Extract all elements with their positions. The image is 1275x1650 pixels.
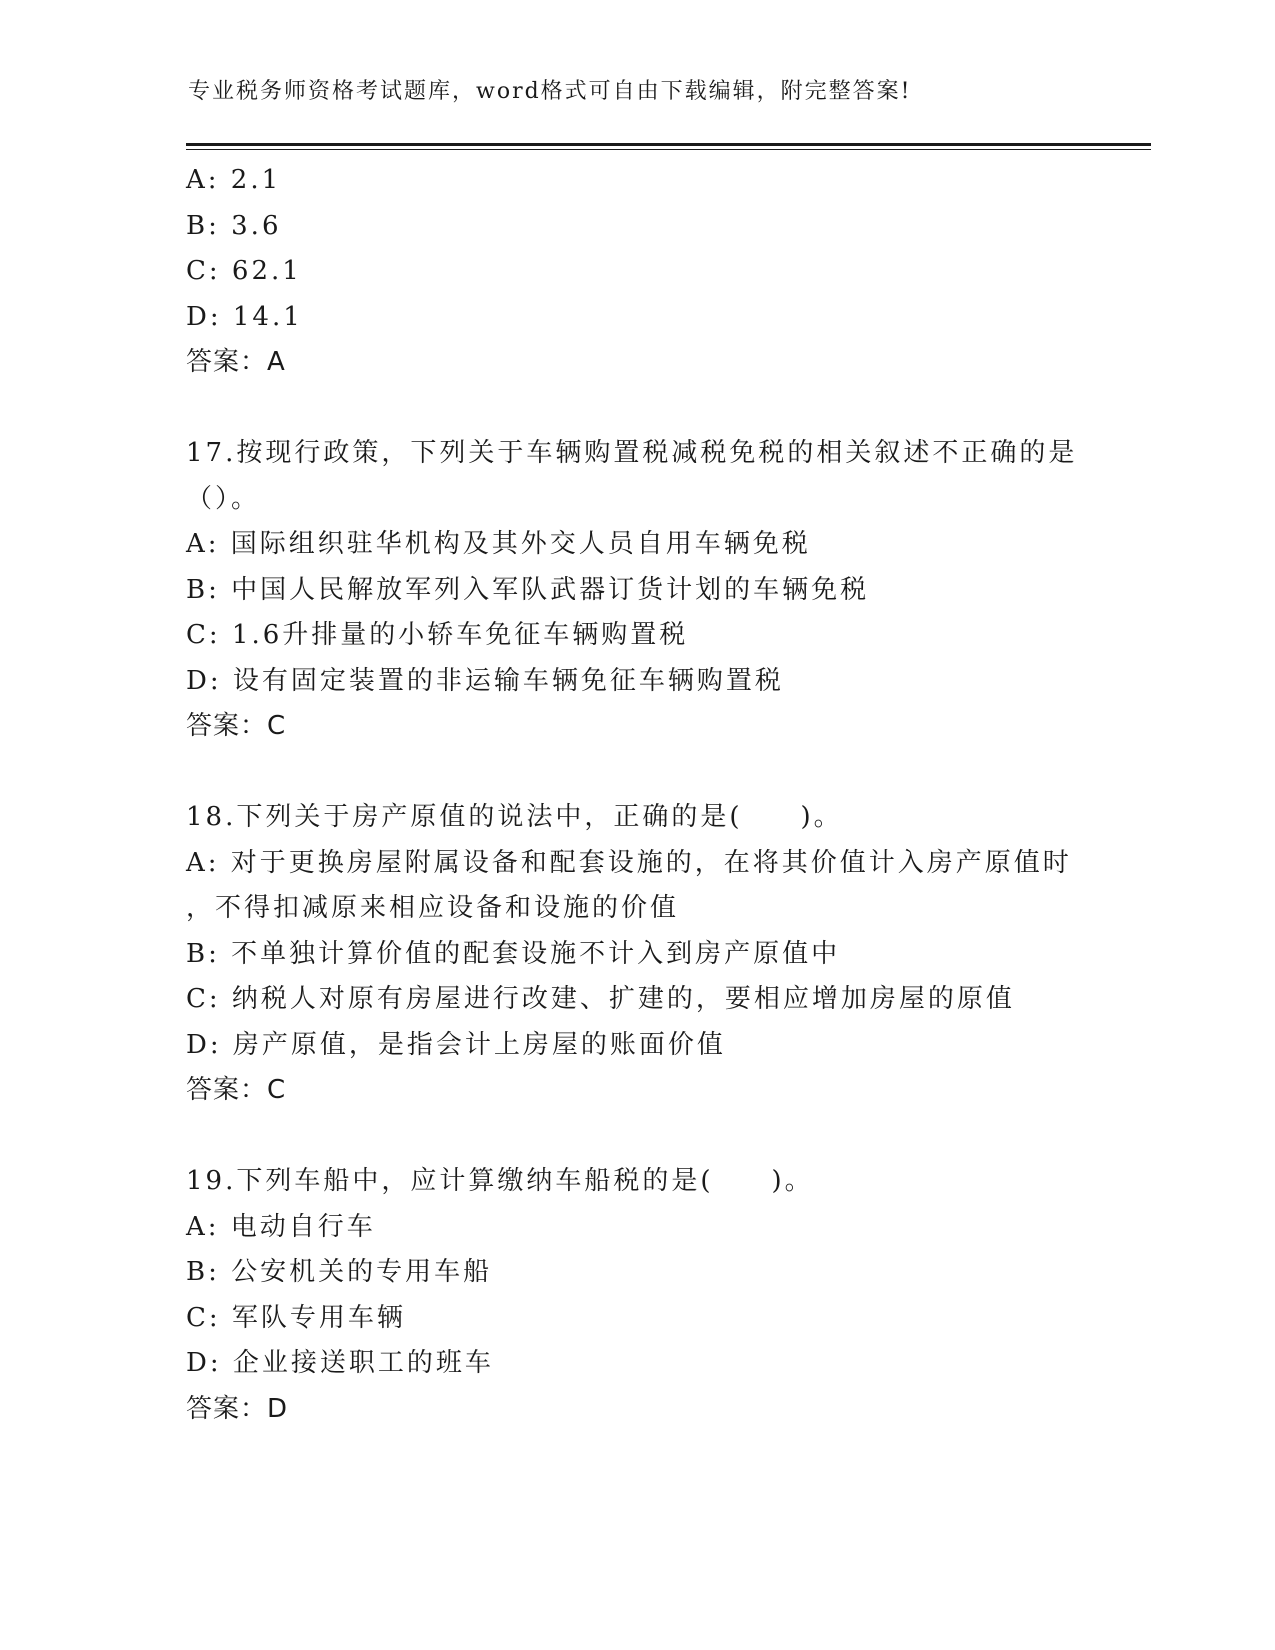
option-c: C: 62.1 xyxy=(186,256,302,286)
header-rule-thick xyxy=(186,143,1151,146)
question-stem-continued: （）。 xyxy=(186,483,261,514)
spacer xyxy=(186,750,1086,796)
answer-line: 答案：C xyxy=(186,711,287,741)
option-c: C: 军队专用车辆 xyxy=(186,1302,406,1333)
question-19 xyxy=(186,1159,1086,1432)
spacer xyxy=(186,386,1086,432)
spacer xyxy=(186,1114,1086,1160)
option-d: D: 企业接送职工的班车 xyxy=(186,1348,494,1378)
option-a: A: 国际组织驻华机构及其外交人员自用车辆免税 xyxy=(186,529,811,559)
header-rule-thin xyxy=(186,149,1151,150)
answer-line: 答案：C xyxy=(186,1075,287,1105)
option-b: B: 3.6 xyxy=(186,210,282,241)
question-18 xyxy=(186,795,1086,1114)
option-b: B: 公安机关的专用车船 xyxy=(186,1257,493,1287)
question-stem: 18.下列关于房产原值的说法中，正确的是( )。 xyxy=(186,802,843,832)
question-17 xyxy=(186,431,1086,750)
answer-line: 答案：D xyxy=(186,1393,289,1424)
option-c: C: 1.6升排量的小轿车免征车辆购置税 xyxy=(186,620,689,650)
option-b: B: 中国人民解放军列入军队武器订货计划的车辆免税 xyxy=(186,574,870,605)
page-header: 专业税务师资格考试题库，word格式可自由下载编辑，附完整答案! xyxy=(188,79,912,104)
option-c: C: 纳税人对原有房屋进行改建、扩建的，要相应增加房屋的原值 xyxy=(186,984,1015,1014)
document-body xyxy=(186,158,1086,1432)
option-d: D: 14.1 xyxy=(186,301,303,332)
option-a: A: 电动自行车 xyxy=(186,1211,376,1242)
answer-line: 答案：A xyxy=(186,347,286,377)
option-a: A: 对于更换房屋附属设备和配套设施的，在将其价值计入房产原值时 xyxy=(186,847,1072,878)
option-d: D: 设有固定装置的非运输车辆免征车辆购置税 xyxy=(186,665,784,696)
question-16-tail xyxy=(186,158,1086,386)
question-stem: 19.下列车船中，应计算缴纳车船税的是( )。 xyxy=(186,1166,814,1196)
option-b: B: 不单独计算价值的配套设施不计入到房产原值中 xyxy=(186,938,841,969)
question-stem: 17.按现行政策，下列关于车辆购置税减税免税的相关叙述不正确的是 xyxy=(186,438,1078,468)
option-a-continued: ，不得扣减原来相应设备和设施的价值 xyxy=(186,893,680,923)
option-a: A: 2.1 xyxy=(186,165,282,195)
option-d: D: 房产原值，是指会计上房屋的账面价值 xyxy=(186,1029,726,1060)
